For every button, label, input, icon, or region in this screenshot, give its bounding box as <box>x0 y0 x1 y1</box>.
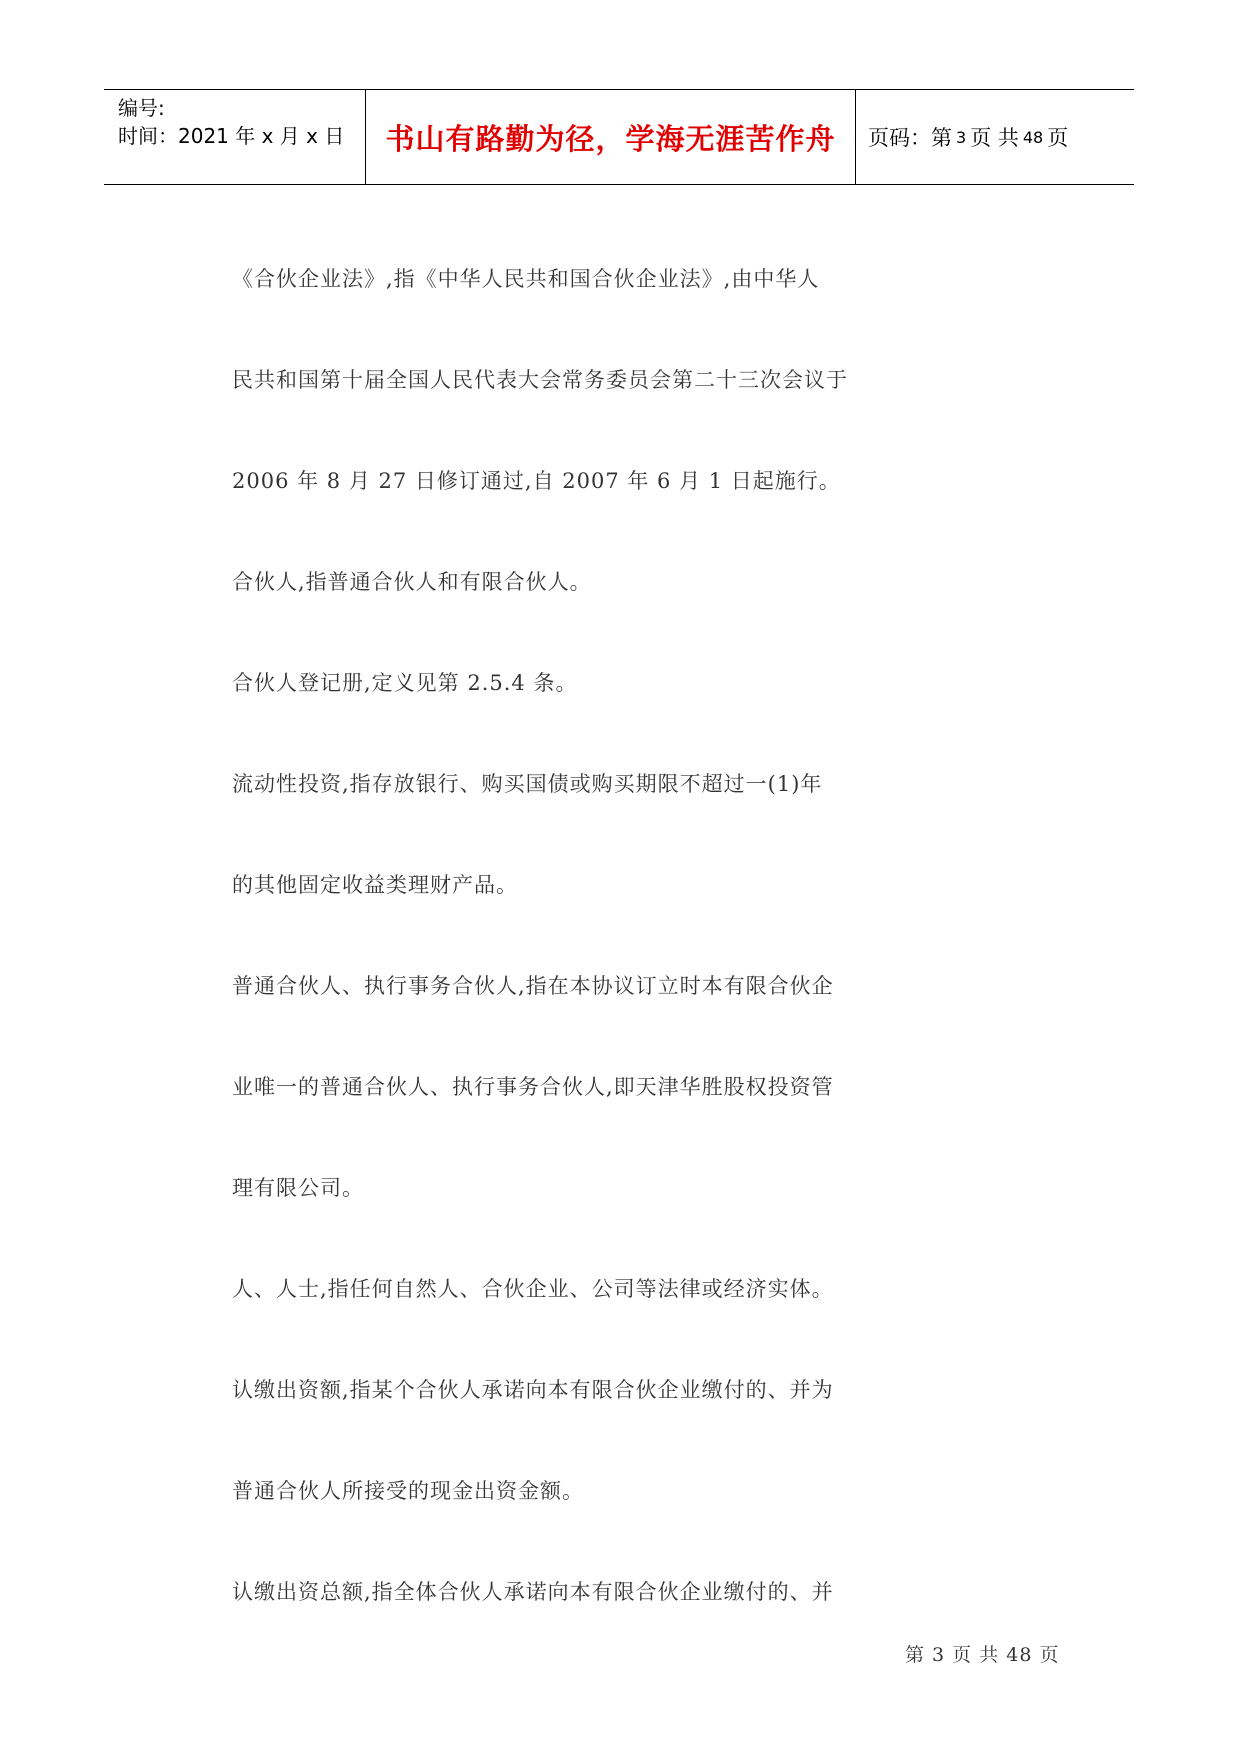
body-line: 普通合伙人所接受的现金出资金额。 <box>232 1479 584 1503</box>
body-line: 普通合伙人、执行事务合伙人,指在本协议订立时本有限合伙企 <box>232 974 834 998</box>
document-number-label: 编号: <box>118 96 165 120</box>
page-footer: 第 3 页 共 48 页 <box>905 1644 1060 1666</box>
body-line: 理有限公司。 <box>232 1176 364 1200</box>
page-prefix: 页码：第 <box>868 126 952 150</box>
body-line: 认缴出资总额,指全体合伙人承诺向本有限合伙企业缴付的、并 <box>232 1580 834 1604</box>
page-current: 3 <box>956 127 967 147</box>
page-suffix: 页 <box>1047 126 1069 150</box>
body-line: 合伙人登记册,定义见第 2.5.4 条。 <box>232 671 578 695</box>
page-header <box>104 89 1134 185</box>
document-body <box>232 262 892 1676</box>
page-mid: 页 共 <box>970 126 1019 150</box>
body-line: 2006 年 8 月 27 日修订通过,自 2007 年 6 月 1 日起施行。 <box>232 469 841 493</box>
header-meta <box>104 90 366 184</box>
body-line: 流动性投资,指存放银行、购买国债或购买期限不超过一(1)年 <box>232 772 823 796</box>
header-page-number <box>856 90 1134 184</box>
body-line: 认缴出资额,指某个合伙人承诺向本有限合伙企业缴付的、并为 <box>232 1378 834 1402</box>
body-line: 的其他固定收益类理财产品。 <box>232 873 518 897</box>
body-line: 合伙人,指普通合伙人和有限合伙人。 <box>232 570 592 594</box>
body-line: 民共和国第十届全国人民代表大会常务委员会第二十三次会议于 <box>232 368 848 392</box>
page-total: 48 <box>1022 127 1044 147</box>
header-motto: 书山有路勤为径，学海无涯苦作舟 <box>366 90 856 184</box>
document-time: 时间：2021 年 x 月 x 日 <box>118 124 345 148</box>
body-line: 业唯一的普通合伙人、执行事务合伙人,即天津华胜股权投资管 <box>232 1075 834 1099</box>
body-line: 人、人士,指任何自然人、合伙企业、公司等法律或经济实体。 <box>232 1277 834 1301</box>
body-line: 《合伙企业法》,指《中华人民共和国合伙企业法》,由中华人 <box>232 267 820 291</box>
